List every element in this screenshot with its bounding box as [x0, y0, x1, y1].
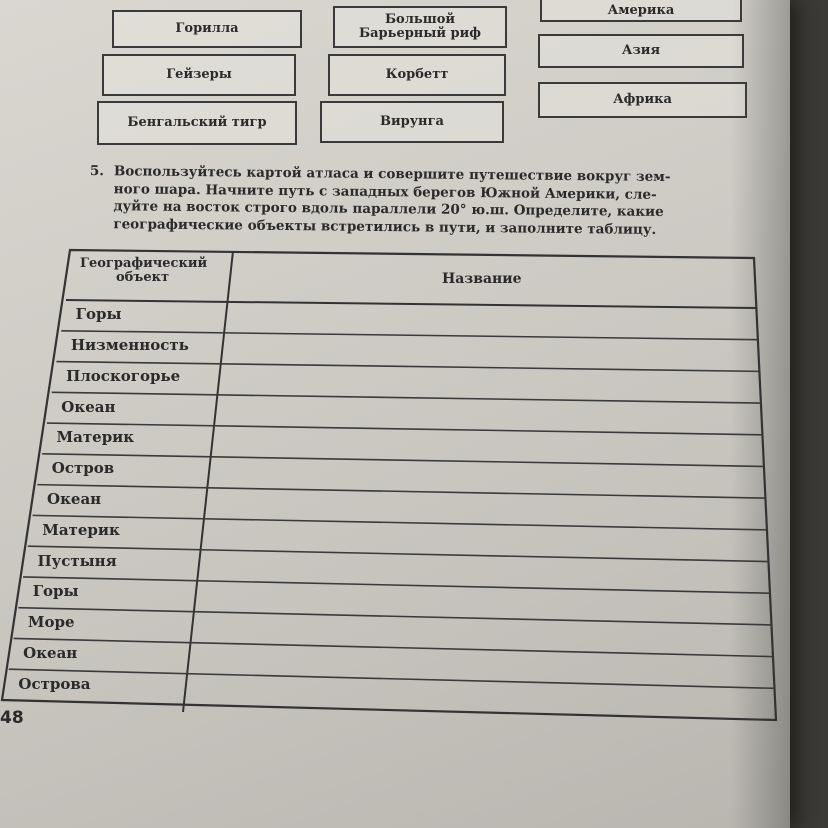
table-row-label: Остров: [51, 459, 115, 478]
task-line: ного шара. Начните путь с западных берегов Южной Америки, сле-: [113, 180, 657, 203]
table-row-label: Океан: [61, 397, 116, 416]
header-object: [80, 257, 207, 286]
header-name: Название: [442, 271, 522, 287]
header-line: Географический: [80, 256, 208, 271]
row-divider: [42, 454, 764, 467]
table-row-label: Горы: [75, 305, 122, 324]
row-divider: [23, 577, 770, 593]
row-divider: [9, 669, 775, 688]
box-label: Азия: [621, 43, 661, 59]
task-number: 5.: [89, 162, 105, 180]
table-row-label: Материк: [42, 520, 120, 539]
table-row-label: Океан: [23, 643, 78, 662]
header-line: объект: [116, 270, 170, 286]
table-row-label: Низменность: [70, 336, 189, 355]
row-divider: [28, 546, 768, 561]
table-row-label: Острова: [18, 674, 91, 693]
row-divider: [52, 392, 761, 403]
box-label: Большой: [384, 12, 456, 28]
box-label: Горилла: [175, 21, 239, 37]
task-line: Воспользуйтесь картой атласа и совершите путешествие вокруг зем-: [113, 163, 671, 186]
box-label: Америка: [607, 3, 675, 19]
table-row-label: Материк: [56, 428, 135, 447]
box-label: Гейзеры: [166, 67, 232, 83]
box-label: Барьерный риф: [359, 26, 481, 41]
table-row-label: Море: [27, 613, 75, 632]
table-row-label: Плоскогорье: [66, 366, 181, 385]
row-divider: [33, 515, 767, 529]
box-label: Корбетт: [385, 67, 449, 83]
table-row-label: Горы: [32, 582, 79, 601]
row-divider: [18, 608, 771, 625]
row-divider: [47, 423, 762, 435]
task-line: дуйте на восток строго вдоль параллели 20° ю.ш. Определите, какие: [113, 198, 664, 221]
header-divider: [66, 300, 756, 308]
box-label: Вирунга: [380, 114, 444, 130]
box-label: Африка: [613, 92, 672, 108]
table-row-label: Океан: [47, 490, 102, 508]
box-label: Бенгальский тигр: [127, 115, 267, 131]
task-line: географические объекты встретились в пути, и заполните таблицу.: [113, 215, 657, 238]
table-row-label: Пустыня: [37, 551, 117, 570]
row-divider: [14, 638, 773, 656]
row-divider: [37, 485, 765, 499]
page-number: 48: [0, 708, 24, 728]
